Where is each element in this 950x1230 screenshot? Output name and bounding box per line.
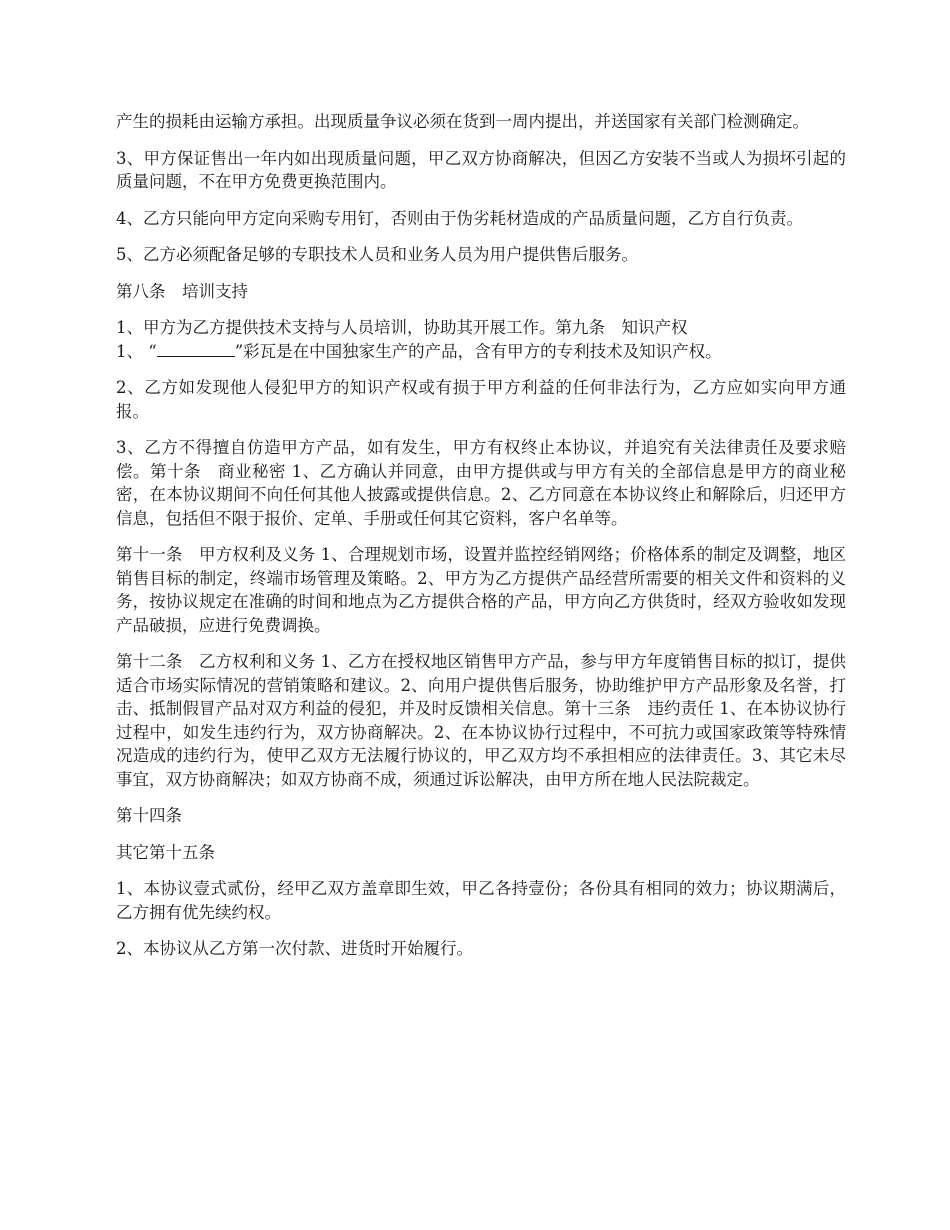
paragraph-warranty: 3、甲方保证售出一年内如出现质量问题，甲乙双方协商解决，但因乙方安装不当或人为损坏引起的质量问题，不在甲方免费更换范围内。 [116, 148, 846, 191]
paragraph-performance-start: 2、本协议从乙方第一次付款、进货时开始履行。 [116, 939, 473, 958]
paragraph-after-sales-staff: 5、乙方必须配备足够的专职技术人员和业务人员为用户提供售后服务。 [116, 245, 638, 264]
article-8-heading: 第八条 培训支持 [116, 281, 248, 301]
paragraph-imitation-trade-secret: 3、乙方不得擅自仿造甲方产品，如有发生，甲方有权终止本协议，并追究有关法律责任及要求赔偿。第十条 商业秘密 1、乙方确认并同意，由甲方提供或与甲方有关的全部信息是甲方的商业秘密，在本协议期间不向任何其他人披露或提供信息。2、乙方同意在本协议终止和解除后，归还甲方信息，包括但不限于报价、定单、手册或任何其它资料，客户名单等。 [116, 438, 846, 528]
paragraph-article-12-13: 第十二条 乙方权利和义务 1、乙方在授权地区销售甲方产品，参与甲方年度销售目标的拟订，提供适合市场实际情况的营销策略和建议。2、向用户提供售后服务，协助维护甲方产品形象及名誉，打击、抵制假冒产品对双方利益的侵犯，并及时反馈相关信息。第十三条 违约责任 1、在本协议协行过程中，如发生违约行为，双方协商解决。2、在本协议协行过程中，不可抗力或国家政策等特殊情况造成的违约行为，使甲乙双方无法履行协议的，甲乙双方均不承担相应的法律责任。3、其它未尽事宜，双方协商解决；如双方协商不成，须通过诉讼解决，由甲方所在地人民法院裁定。 [116, 652, 846, 789]
paragraph-copies-effect: 1、本协议壹式贰份，经甲乙双方盖章即生效，甲乙各持壹份；各份具有相同的效力；协议期满后，乙方拥有优先续约权。 [116, 879, 846, 922]
paragraph-ip-product [116, 340, 846, 364]
paragraph-article-11: 第十一条 甲方权利及义务 1、合理规划市场，设置并监控经销网络；价格体系的制定及调整，地区销售目标的制定，终端市场管理及策略。2、甲方为乙方提供产品经营所需要的相关文件和资料的义务，按协议规定在准确的时间和地点为乙方提供合格的产品，甲方向乙方供货时，经双方验收如发现产品破损，应进行免费调换。 [116, 545, 846, 635]
article-15-heading: 其它第十五条 [116, 842, 215, 862]
paragraph-loss-quality-dispute: 产生的损耗由运输方承担。出现质量争议必须在货到一周内提出，并送国家有关部门检测确定。 [116, 112, 809, 131]
document-page [116, 110, 846, 974]
ip-clause-prefix: 1、 “ [116, 341, 157, 361]
article-14-heading: 第十四条 [116, 806, 182, 825]
paragraph-training-support: 1、甲方为乙方提供技术支持与人员培训，协助其开展工作。第九条 知识产权 [116, 318, 688, 337]
paragraph-nails: 4、乙方只能向甲方定向采购专用钉，否则由于伪劣耗材造成的产品质量问题，乙方自行负责。 [116, 208, 803, 228]
product-name-blank [157, 341, 235, 357]
paragraph-ip-infringement: 2、乙方如发现他人侵犯甲方的知识产权或有损于甲方利益的任何非法行为，乙方应如实向甲方通报。 [116, 378, 846, 421]
ip-clause-suffix: ”彩瓦是在中国独家生产的产品，含有甲方的专利技术及知识产权。 [234, 341, 722, 361]
